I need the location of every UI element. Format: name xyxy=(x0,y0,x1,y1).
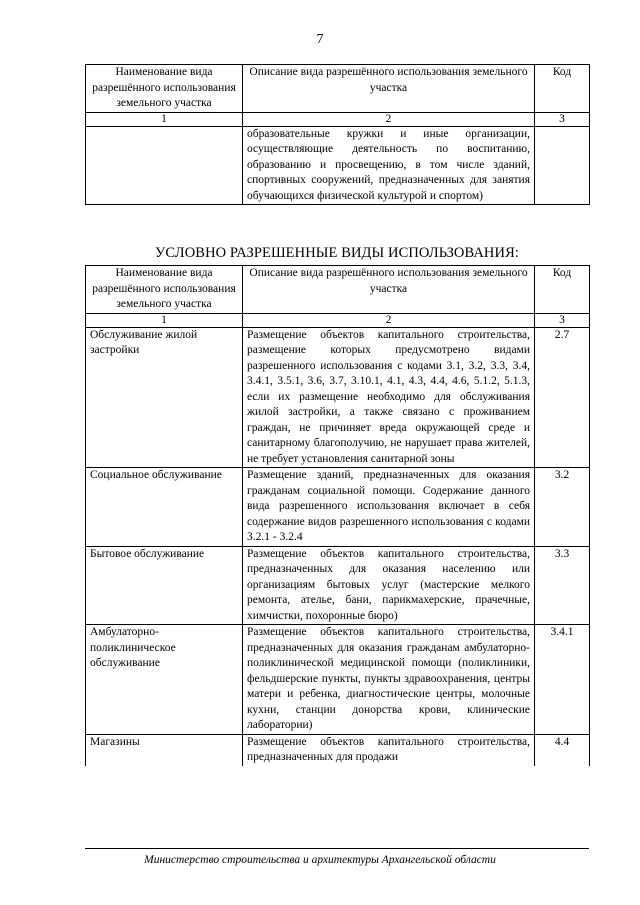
row-name xyxy=(86,126,243,205)
page-number: 7 xyxy=(316,32,324,47)
column-number: 3 xyxy=(535,313,590,327)
header-name: Наименование вида разрешённого использования земельного участка xyxy=(86,65,243,113)
header-description: Описание вида разрешённого использования земельного участка xyxy=(243,65,535,113)
column-number-row xyxy=(86,112,590,126)
column-number: 1 xyxy=(86,313,243,327)
row-name: Амбулаторно-поликлиническое обслуживание xyxy=(86,625,243,735)
table-row xyxy=(86,734,590,766)
table-row xyxy=(86,126,590,205)
section-heading: УСЛОВНО РАЗРЕШЕННЫЕ ВИДЫ ИСПОЛЬЗОВАНИЯ: xyxy=(155,245,519,261)
row-name: Социальное обслуживание xyxy=(86,468,243,547)
conditional-use-table xyxy=(85,265,590,766)
table-header-row xyxy=(86,65,590,113)
row-code: 3.3 xyxy=(535,546,590,625)
header-name: Наименование вида разрешённого использования земельного участка xyxy=(86,266,243,314)
row-description: Размещение зданий, предназначенных для оказания гражданам социальной помощи. Содержание данного вида разрешенного использования включает в себя содержание видов разрешенного использования с кодами 3.2.1 - 3.2.4 xyxy=(243,468,535,547)
row-code: 2.7 xyxy=(535,327,590,468)
table-row xyxy=(86,625,590,735)
row-description: Размещение объектов капитального строительства, предназначенных для оказания гражданам амбулаторно-поликлинической медицинской помощи (поликлиники, фельдшерские пункты, пункты здравоохранения, центры матери и ребенка, диагностические центры, молочные кухни, станции донорства крови, клинические лаборатории) xyxy=(243,625,535,735)
header-code: Код xyxy=(535,65,590,113)
column-number: 2 xyxy=(243,112,535,126)
row-description: Размещение объектов капитального строительства, предназначенных для оказания населению или организациям бытовых услуг (мастерские мелкого ремонта, ателье, бани, парикмахерские, прачечные, химчистки, похоронные бюро) xyxy=(243,546,535,625)
table-row xyxy=(86,546,590,625)
header-description: Описание вида разрешённого использования земельного участка xyxy=(243,266,535,314)
column-number-row xyxy=(86,313,590,327)
row-description: образовательные кружки и иные организации, осуществляющие деятельность по воспитанию, образованию и просвещению, в том числе зданий, спортивных сооружений, предназначенных для занятия обучающихся физической культурой и спортом) xyxy=(243,126,535,205)
column-number: 1 xyxy=(86,112,243,126)
row-description: Размещение объектов капитального строительства, предназначенных для продажи xyxy=(243,734,535,766)
header-code: Код xyxy=(535,266,590,314)
row-name: Бытовое обслуживание xyxy=(86,546,243,625)
row-code xyxy=(535,126,590,205)
row-code: 3.4.1 xyxy=(535,625,590,735)
row-code: 4.4 xyxy=(535,734,590,766)
column-number: 2 xyxy=(243,313,535,327)
row-name: Магазины xyxy=(86,734,243,766)
footer-divider xyxy=(85,848,589,849)
permitted-use-table-continued xyxy=(85,64,590,205)
row-code: 3.2 xyxy=(535,468,590,547)
column-number: 3 xyxy=(535,112,590,126)
row-description: Размещение объектов капитального строительства, размещение которых предусмотрено видами разрешенного использования с кодами 3.1, 3.2, 3.3, 3.4, 3.4.1, 3.5.1, 3.6, 3.7, 3.10.1, 4.1, 4.3, 4.4, 4.6, 5.1.2, 5.1.3, если их размещение необходимо для обслуживания жилой застройки, а также связано с проживанием граждан, не причиняет вреда окружающей среде и санитарному благополучию, не нарушает права жителей, не требует установления санитарной зоны xyxy=(243,327,535,468)
footer-text: Министерство строительства и архитектуры Архангельской области xyxy=(144,854,496,866)
table-row xyxy=(86,468,590,547)
row-name: Обслуживание жилой застройки xyxy=(86,327,243,468)
table-header-row xyxy=(86,266,590,314)
table-row xyxy=(86,327,590,468)
